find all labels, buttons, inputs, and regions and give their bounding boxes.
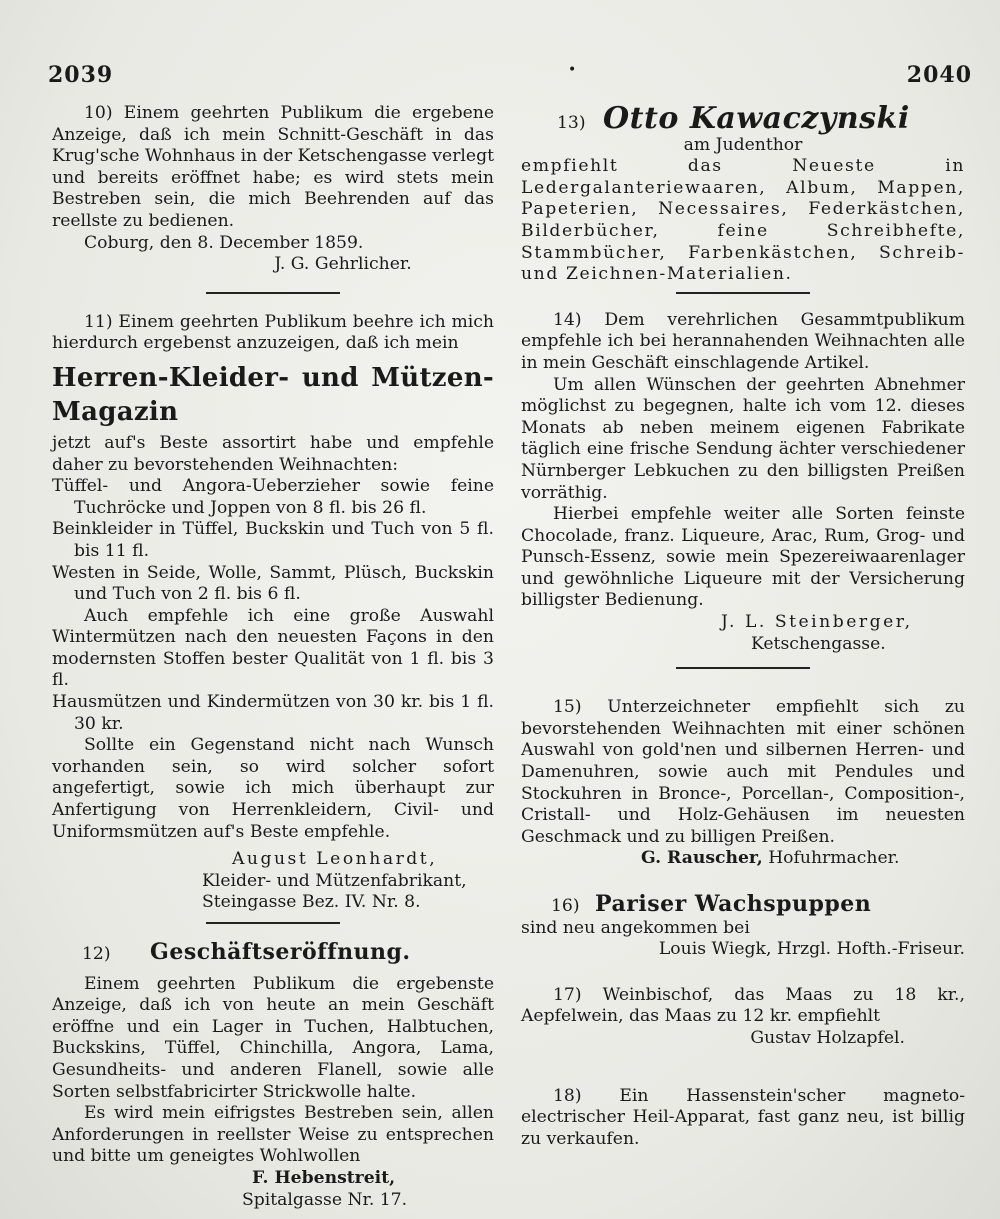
ad11-item-2: Beinkleider in Tüffel, Buckskin und Tuch von 5 fl. bis 11 fl. — [52, 519, 494, 561]
ad14-paragraph-2: Um allen Wünschen der geehrten Abnehmer möglichst zu begegnen, halte ich vom 12. dieses Monats ab neben meinem eigenen Fabrikate täglich eine frische Sendung ächter verschiedener Nürnberger Lebkuchen zu den billigsten Preißen vorräthig. — [521, 374, 965, 503]
ad14-paragraph-3: Hierbei empfehle weiter alle Sorten feinste Chocolade, franz. Liqueure, Arac, Rum, Grog- und Punsch-Essenz, sowie mein Spezereiwaarenlager und gewöhnliche Liqueure mit der Versicherung billigster Bedienung. — [521, 504, 965, 611]
advertisement-14 — [521, 310, 965, 656]
ad15-signature-name: G. Rauscher, — [641, 848, 763, 869]
divider — [676, 667, 810, 669]
ad11-item-1: Tüffel- und Angora-Ueberzieher sowie feine Tuchröcke und Joppen von 8 fl. bis 26 fl. — [52, 476, 494, 518]
ad12-paragraph-1: Einem geehrten Publikum die ergebenste Anzeige, daß ich von heute an mein Geschäft eröffne und ein Lager in Tuchen, Halbtuchen, Buckskins, Tüffel, Chinchilla, Angora, Lama, Gesundheits- und anderen Flanell, sowie alle Sorten selbstfabricirter Strickwolle halte. — [52, 973, 494, 1102]
ad16-text: sind neu angekommen bei — [521, 917, 750, 938]
right-column — [521, 101, 965, 1150]
ad11-headline: Herren-Kleider- und Mützen-Magazin — [52, 362, 494, 427]
ad16-number: 16) — [551, 896, 580, 916]
advertisement-15 — [521, 697, 965, 870]
spacer — [521, 1050, 965, 1086]
ad17-signature: Gustav Holzapfel. — [750, 1027, 905, 1048]
advertisement-11 — [52, 312, 494, 914]
ad15-signature-title: Hofuhrmacher. — [768, 848, 900, 869]
ad16-signature: Louis Wiegk, Hrzgl. Hofth.-Friseur. — [658, 939, 965, 960]
ad11-paragraph-1: jetzt auf's Beste assortirt habe und empfehle daher zu bevorstehenden Weihnachten: — [52, 432, 494, 475]
page-number-right: 2040 — [906, 62, 972, 88]
ad17-text: 17) Weinbischof, das Maas zu 18 kr., Aepfelwein, das Maas zu 12 kr. empfiehlt — [521, 984, 965, 1027]
ad11-signature-name: August Leonhardt, — [232, 849, 438, 870]
ad11-intro: 11) Einem geehrten Publikum beehre ich mich hierdurch ergebenst anzuzeigen, daß ich mein — [52, 311, 494, 354]
ad16-headline: Pariser Wachspuppen — [595, 891, 872, 917]
divider — [206, 922, 340, 924]
ad14-signature-name: J. L. Steinberger, — [721, 612, 913, 633]
ad11-paragraph-2: Auch empfehle ich eine große Auswahl Wintermützen nach den neuesten Façons in den modernsten Stoffen bester Qualität von 1 fl. bis 3 fl. — [52, 605, 494, 691]
ad10-signature: J. G. Gehrlicher. — [274, 254, 412, 275]
ad14-paragraph-1: 14) Dem verehrlichen Gesammtpublikum empfehle ich bei herannahenden Weihnachten alle in mein Geschäft einschlagende Artikel. — [521, 309, 965, 373]
ad13-number: 13) — [557, 113, 586, 133]
ad18-text: 18) Ein Hassenstein'scher magneto-electrischer Heil-Apparat, fast ganz neu, ist billig zu verkaufen. — [521, 1085, 965, 1149]
advertisement-18 — [521, 1086, 965, 1151]
ad11-item-3: Westen in Seide, Wolle, Sammt, Plüsch, Buckskin und Tuch von 2 fl. bis 6 fl. — [52, 562, 494, 605]
ad10-place-date: Coburg, den 8. December 1859. — [84, 232, 364, 253]
ad15-text: 15) Unterzeichneter empfiehlt sich zu bevorstehenden Weihnachten mit einer schönen Auswahl von gold'nen und silbernen Herren- und Damenuhren, sowie auch mit Pendules und Stockuhren in Bronce-, Porcellan-, Composition-, Cristall- und Holz-Gehäusen im neuesten Geschmack und zu billigen Preißen. — [521, 697, 965, 847]
ad12-headline: Geschäftseröffnung. — [150, 939, 411, 965]
ad10-text: 10) Einem geehrten Publikum die ergebene Anzeige, daß ich mein Schnitt-Geschäft in das Krug'sche Wohnhaus in der Ketschengasse verlegt und bereits eröffnet habe; es wird stets mein Bestreben sein, die mich Beehrenden auf das reellste zu bedienen. — [52, 103, 494, 231]
ad16-heading — [521, 891, 965, 918]
ad11-signature-title: Kleider- und Mützenfabrikant, — [202, 870, 467, 891]
spacer — [521, 961, 965, 985]
advertisement-17 — [521, 985, 965, 1050]
ad12-paragraph-2: Es wird mein eifrigstes Bestreben sein, allen Anforderungen in reellster Weise zu entsprechen und bitte um geneigtes Wohlwollen — [52, 1103, 494, 1167]
ad12-number: 12) — [82, 944, 111, 964]
page-separator-mark: • — [568, 62, 577, 78]
ad14-signature-address: Ketschengasse. — [751, 633, 886, 654]
ad13-name: Otto Kawaczynski — [603, 101, 910, 136]
divider — [676, 292, 810, 294]
divider — [206, 292, 340, 294]
ad11-item-4: Hausmützen und Kindermützen von 30 kr. bis 1 fl. 30 kr. — [52, 692, 494, 734]
ad12-signature-address: Spitalgasse Nr. 17. — [242, 1189, 408, 1210]
advertisement-13 — [521, 101, 965, 286]
ad11-signature-address: Steingasse Bez. IV. Nr. 8. — [202, 892, 421, 913]
ad15-signature — [521, 848, 965, 870]
advertisement-16 — [521, 891, 965, 961]
ad13-location: am Judenthor — [683, 134, 803, 155]
page-number-left: 2039 — [48, 62, 114, 88]
advertisement-10 — [52, 103, 494, 276]
ad12-heading — [52, 939, 494, 966]
ad13-heading — [521, 101, 965, 136]
advertisement-12 — [52, 939, 494, 1211]
left-column — [52, 103, 494, 1211]
ad11-paragraph-3: Sollte ein Gegenstand nicht nach Wunsch vorhanden sein, so wird solcher sofort angefertigt, sowie ich mich überhaupt zur Anfertigung von Herrenkleidern, Civil- und Uniformsmützen auf's Beste empfehle. — [52, 735, 494, 842]
ad13-text: empfiehlt das Neueste in Ledergalanteriewaaren, Album, Mappen, Papeterien, Necessaires, Federkästchen, Bilderbücher, feine Schreibhefte, Stammbücher, Farbenkästchen, Schreib- und Zeichnen-Materialien. — [521, 156, 965, 285]
ad12-signature-name: F. Hebenstreit, — [252, 1167, 396, 1188]
